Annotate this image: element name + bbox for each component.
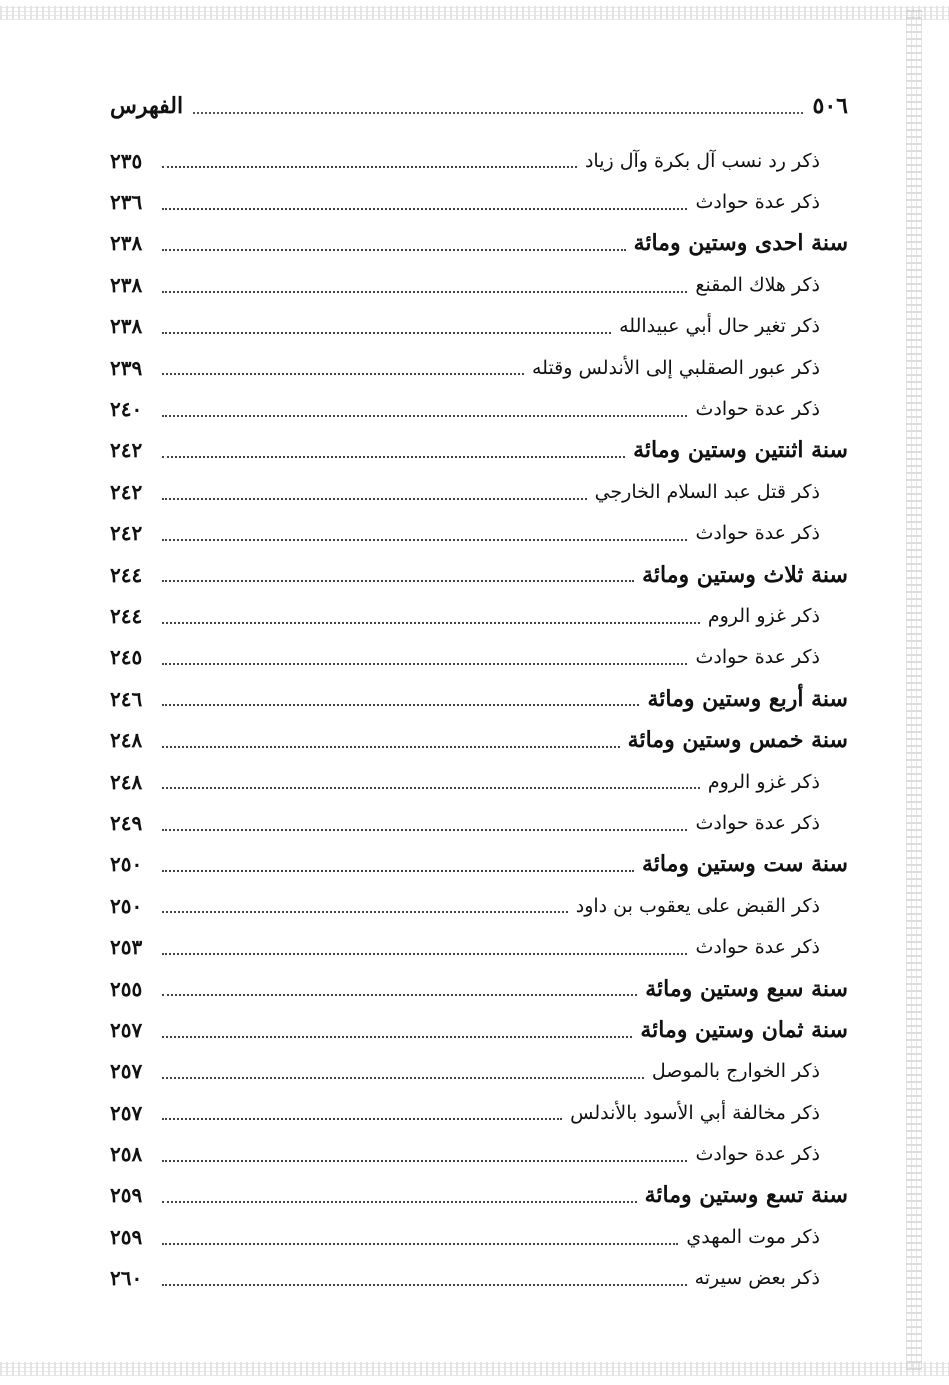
toc-entry-page: ٢٥٩ — [110, 1183, 143, 1208]
toc-entry-page: ٢٤٨ — [110, 728, 143, 753]
toc-year-heading — [110, 554, 848, 595]
toc-entry — [110, 761, 848, 802]
leader-dots — [162, 498, 587, 500]
toc-entry-title: سنة خمس وستين ومائة — [627, 727, 848, 754]
toc-entry — [110, 1133, 848, 1174]
toc-entry-page: ٢٥٠ — [110, 893, 143, 918]
page-header — [110, 88, 848, 124]
toc-entry-title: سنة سبع وستين ومائة — [645, 975, 848, 1002]
toc-entry-page: ٢٥٥ — [110, 976, 143, 1001]
leader-dots — [162, 373, 524, 375]
toc-entry-page: ٢٤٢ — [110, 438, 143, 463]
toc-entry-title: ذكر هلاك المقنع — [695, 273, 820, 296]
leader-dots — [162, 911, 568, 913]
leader-dots — [162, 539, 687, 541]
toc-entry-title: ذكر مخالفة أبي الأسود بالأندلس — [570, 1101, 820, 1124]
page-title: الفهرس — [110, 93, 184, 119]
leader-dots — [162, 1077, 644, 1079]
toc-entry-page: ٢٥٧ — [110, 1017, 143, 1042]
toc-entry-title: سنة ثلاث وستين ومائة — [642, 561, 848, 588]
leader-dots — [162, 829, 687, 831]
leader-dots — [162, 415, 687, 417]
leader-dots — [162, 1036, 632, 1038]
toc-entry — [110, 1051, 848, 1092]
leader-dots — [162, 994, 637, 996]
toc-entry-page: ٢٦٠ — [110, 1266, 143, 1291]
toc-entry-title: ذكر غزو الروم — [707, 604, 820, 627]
toc-entry-page: ٢٤٤ — [110, 562, 143, 587]
toc-entry-title: ذكر عدة حوادث — [695, 191, 820, 214]
toc-entry — [110, 181, 848, 222]
toc-entry — [110, 306, 848, 347]
leader-dots — [162, 870, 634, 872]
toc-entry-page: ٢٥٧ — [110, 1059, 143, 1084]
toc-entry — [110, 926, 848, 967]
toc-entry-page: ٢٣٨ — [110, 272, 143, 297]
toc-entry-title: ذكر القبض على يعقوب بن داود — [575, 894, 820, 917]
toc-entry — [110, 264, 848, 305]
toc-entry — [110, 471, 848, 512]
leader-dots — [162, 953, 687, 955]
toc-entry-title: سنة ست وستين ومائة — [642, 851, 848, 878]
toc-year-heading — [110, 1009, 848, 1050]
toc-entry-title: ذكر قتل عبد السلام الخارجي — [594, 480, 820, 503]
toc-entry-title: سنة أربع وستين ومائة — [647, 685, 848, 712]
toc-entry-title: سنة تسع وستين ومائة — [644, 1182, 848, 1209]
leader-dots — [162, 663, 687, 665]
toc-entry-title: سنة ثمان وستين ومائة — [640, 1016, 848, 1043]
toc-entry-page: ٢٥٩ — [110, 1224, 143, 1249]
leader-dots — [162, 249, 626, 251]
toc-entry-title: ذكر عدة حوادث — [695, 1143, 820, 1166]
decorative-border-right — [906, 10, 922, 1370]
table-of-contents — [110, 140, 848, 1299]
toc-entry-title: ذكر عدة حوادث — [695, 936, 820, 959]
toc-year-heading — [110, 968, 848, 1009]
toc-entry — [110, 595, 848, 636]
toc-entry-page: ٢٣٨ — [110, 314, 143, 339]
toc-entry-page: ٢٣٥ — [110, 148, 143, 173]
toc-entry-title: ذكر بعض سيرته — [694, 1267, 820, 1290]
toc-entry-title: سنة اثنتين وستين ومائة — [633, 437, 848, 464]
toc-entry-page: ٢٤٨ — [110, 769, 143, 794]
toc-entry — [110, 140, 848, 181]
toc-entry — [110, 388, 848, 429]
toc-entry — [110, 1258, 848, 1299]
toc-entry-page: ٢٣٨ — [110, 231, 143, 256]
toc-entry — [110, 347, 848, 388]
toc-year-heading — [110, 1175, 848, 1216]
toc-entry-title: ذكر عدة حوادث — [695, 522, 820, 545]
toc-entry-title: ذكر عدة حوادث — [695, 646, 820, 669]
toc-entry — [110, 1216, 848, 1257]
toc-entry-page: ٢٥٧ — [110, 1100, 143, 1125]
toc-entry-page: ٢٤٢ — [110, 521, 143, 546]
leader-dots — [162, 291, 687, 293]
toc-entry-page: ٢٤٦ — [110, 686, 143, 711]
toc-entry-title: ذكر غزو الروم — [707, 770, 820, 793]
leader-dots — [162, 580, 634, 582]
leader-dots — [162, 787, 700, 789]
toc-entry-page: ٢٤٥ — [110, 645, 143, 670]
leader-dots — [162, 166, 577, 168]
toc-entry-title: سنة احدى وستين ومائة — [633, 230, 848, 257]
page-number: ٥٠٦ — [812, 93, 848, 119]
toc-entry-page: ٢٤٩ — [110, 810, 143, 835]
decorative-border-bottom — [0, 1362, 949, 1376]
toc-entry-title: ذكر موت المهدي — [686, 1225, 820, 1248]
toc-year-heading — [110, 223, 848, 264]
toc-entry-page: ٢٥٨ — [110, 1142, 143, 1167]
leader-dots — [162, 1243, 678, 1245]
toc-entry — [110, 885, 848, 926]
toc-entry-title: ذكر تغير حال أبي عبيدالله — [619, 315, 820, 338]
leader-dots — [162, 208, 687, 210]
leader-dots — [162, 746, 620, 748]
toc-entry — [110, 637, 848, 678]
toc-entry-page: ٢٤٢ — [110, 479, 143, 504]
toc-entry — [110, 1092, 848, 1133]
toc-year-heading — [110, 719, 848, 760]
decorative-border-top — [0, 6, 949, 20]
toc-entry-page: ٢٣٩ — [110, 355, 143, 380]
toc-entry-title: ذكر الخوارج بالموصل — [651, 1060, 820, 1083]
toc-entry-page: ٢٣٦ — [110, 190, 143, 215]
leader-dots — [162, 1284, 687, 1286]
toc-entry-title: ذكر عدة حوادث — [695, 811, 820, 834]
toc-entry — [110, 513, 848, 554]
leader-dots — [162, 1201, 637, 1203]
toc-entry-page: ٢٤٤ — [110, 603, 143, 628]
toc-entry-page: ٢٥٣ — [110, 935, 143, 960]
leader-dots — [162, 622, 700, 624]
toc-entry-page: ٢٥٠ — [110, 852, 143, 877]
leader-dots — [162, 1160, 687, 1162]
toc-entry-title: ذكر عدة حوادث — [695, 398, 820, 421]
toc-entry-title: ذكر عبور الصقلبي إلى الأندلس وقتله — [531, 356, 820, 379]
leader-dots — [162, 1118, 562, 1120]
leader-dots — [162, 704, 639, 706]
toc-entry-page: ٢٤٠ — [110, 397, 143, 422]
toc-year-heading — [110, 678, 848, 719]
toc-year-heading — [110, 844, 848, 885]
toc-entry-title: ذكر رد نسب آل بكرة وآل زياد — [584, 149, 820, 172]
leader-dots — [162, 456, 625, 458]
toc-entry — [110, 802, 848, 843]
leader-dots — [162, 332, 611, 334]
header-leader-dots — [193, 112, 802, 114]
toc-year-heading — [110, 430, 848, 471]
